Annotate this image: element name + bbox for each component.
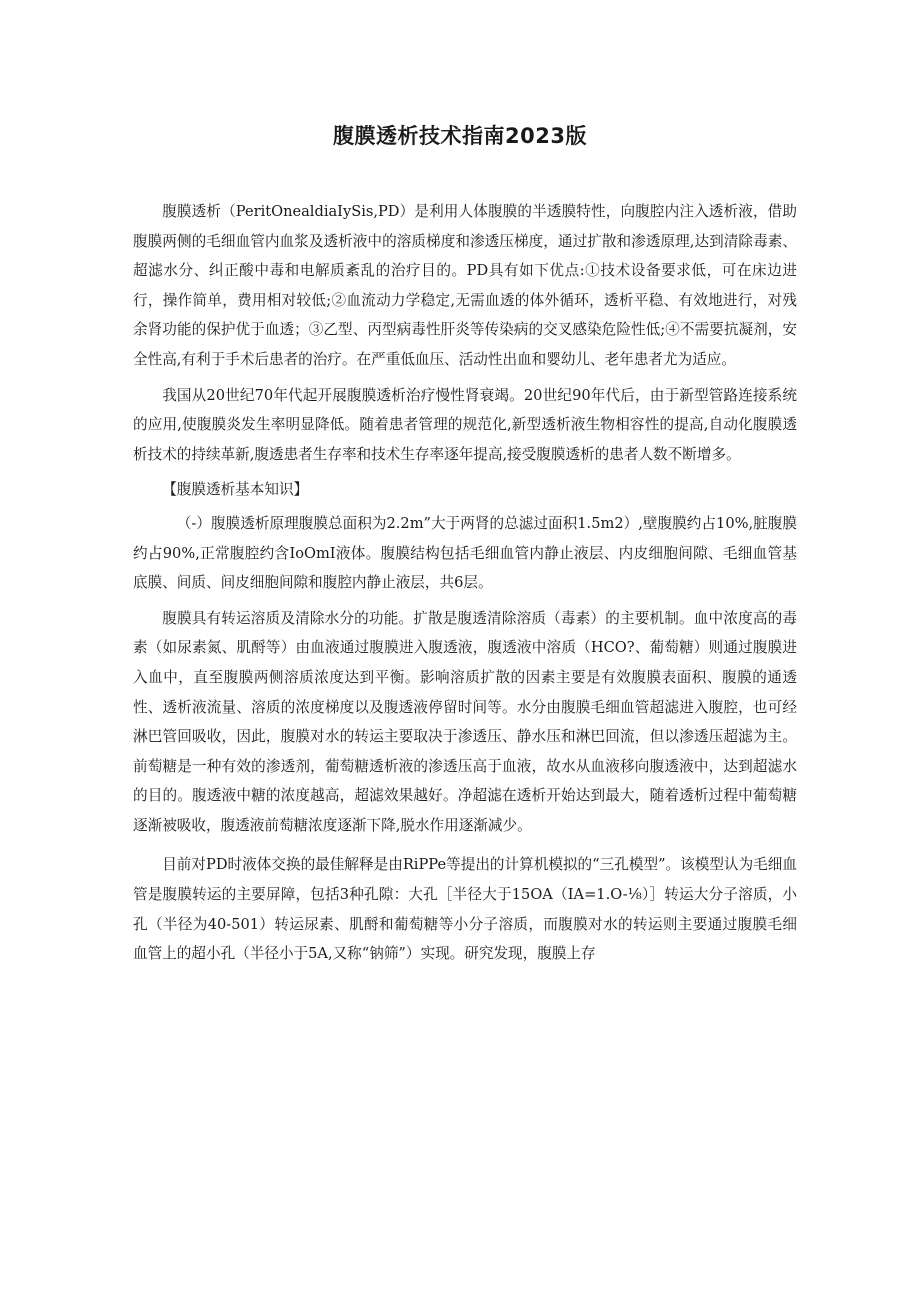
document-body xyxy=(133,197,797,969)
paragraph-three-pore-model: 目前对PD时液体交换的最佳解释是由RiPPe等提出的计算机模拟的“三孔模型”。该模型认为毛细血管是腹膜转运的主要屏障，包括3种孔隙：大孔［半径大于15OA（IA=1.O-⅛）］转运大分子溶质，小孔（半径为40-501）转运尿素、肌酹和葡萄糖等小分子溶质，而腹膜对水的转运则主要通过腹膜毛细血管上的超小孔（半径小于5A,又称“钠筛”）实现。研究发现，腹膜上存 xyxy=(133,856,797,963)
paragraph-principle: （-）腹膜透析原理腹膜总面积为2.2m”大于两肾的总滤过面积1.5m2）,壁腹膜约占10%,脏腹膜约占90%,正常腹腔约含IoOmI液体。腹膜结构包括毛细血管内静止液层、内皮细胞间隙、毛细血管基底膜、间质、间皮细胞间隙和腹腔内静止液层，共6层。 xyxy=(133,514,797,592)
paragraph-transport: 腹膜具有转运溶质及清除水分的功能。扩散是腹透清除溶质（毒素）的主要机制。血中浓度高的毒素（如尿素氮、肌酹等）由血液通过腹膜进入腹透液，腹透液中溶质（HCO?、葡萄糖）则通过腹膜进入血中，直至腹膜两侧溶质浓度达到平衡。影响溶质扩散的因素主要是有效腹膜表面积、腹膜的通透性、透析液流量、溶质的浓度梯度以及腹透液停留时间等。水分由腹膜毛细血管超滤进入腹腔，也可经淋巴管回吸收，因此，腹膜对水的转运主要取决于渗透压、静水压和淋巴回流，但以渗透压超滤为主。前萄糖是一种有效的渗透剂，葡萄糖透析液的渗透压高于血液，故水从血液移向腹透液中，达到超滤水的目的。腹透液中糖的浓度越高，超滤效果越好。净超滤在透析开始达到最大，随着透析过程中葡萄糖逐渐被吸收，腹透液前萄糖浓度逐渐下降,脱水作用逐渐减少。 xyxy=(133,609,797,834)
page-title: 腹膜透析技术指南2023版 xyxy=(333,124,587,148)
section-heading: 【腹膜透析基本知识】 xyxy=(162,481,309,499)
paragraph-history: 我国从20世纪70年代起开展腹膜透析治疗慢性肾衰竭。20世纪90年代后，由于新型管路连接系统的应用,使腹膜炎发生率明显降低。随着患者管理的规范化,新型透析液生物相容性的提高,自动化腹膜透析技术的持续革新,腹透患者生存率和技术生存率逐年提高,接受腹膜透析的患者人数不断增多。 xyxy=(133,386,797,463)
paragraph-intro: 腹膜透析（PeritOnealdiaIySis,PD）是利用人体腹膜的半透膜特性，向腹腔内注入透析液，借助腹膜两侧的毛细血管内血浆及透析液中的溶质梯度和渗透压梯度，通过扩散和渗透原理,达到清除毒素、超滤水分、纠正酸中毒和电解质紊乱的治疗目的。PD具有如下优点:①技术设备要求低，可在床边进行，操作简单，费用相对较低;②血流动力学稳定,无需血透的体外循环，透析平稳、有效地进行，对残余肾功能的保护优于血透；③乙型、丙型病毒性肝炎等传染病的交叉感染危险性低;④不需要抗凝剂，安全性高,有利于手术后患者的治疗。在严重低血压、活动性出血和婴幼儿、老年患者尤为适应。 xyxy=(133,203,797,368)
